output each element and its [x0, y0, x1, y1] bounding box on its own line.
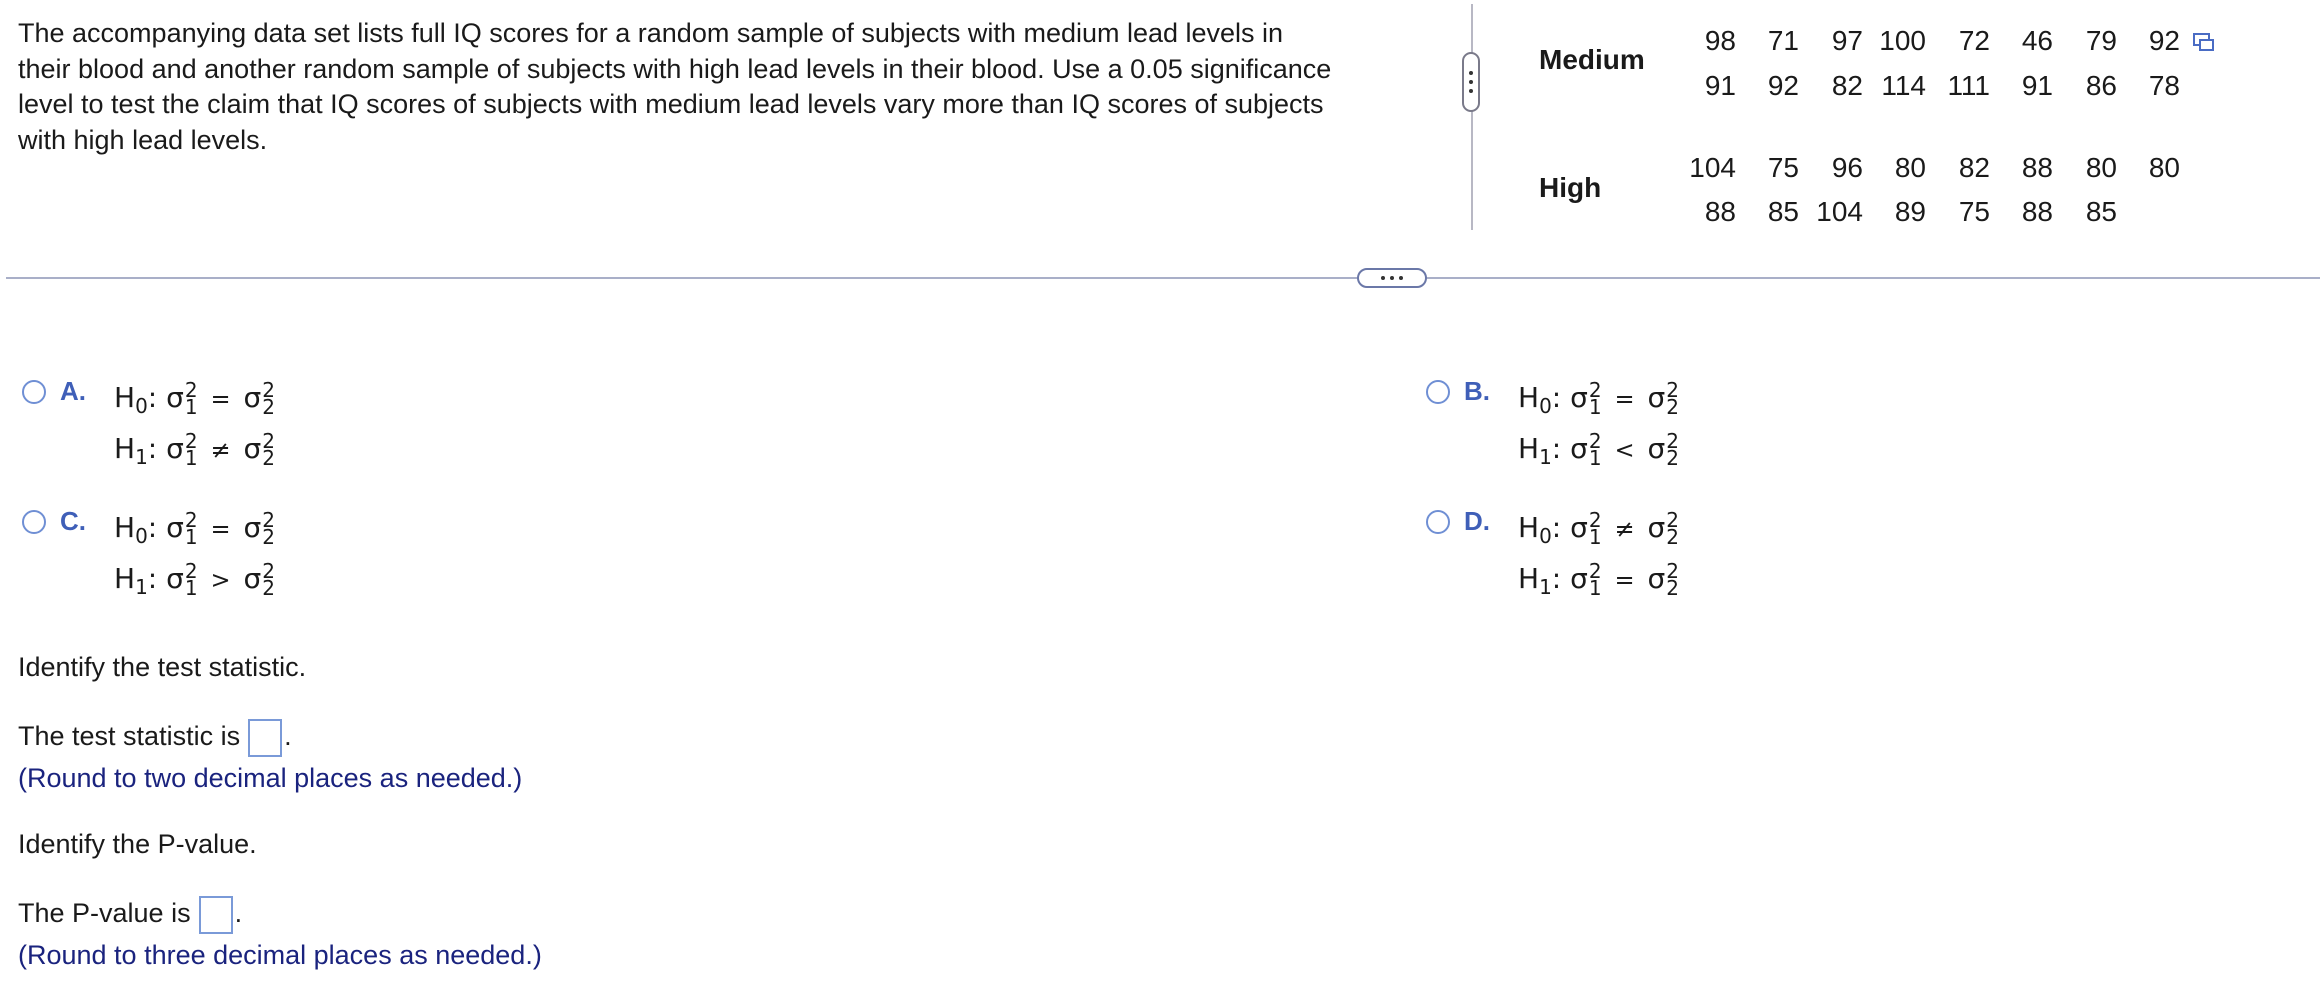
data-cell: 97	[1831, 25, 1863, 56]
exponent-subscript: 2 1	[1588, 559, 1602, 600]
sigma-symbol: σ	[243, 511, 262, 544]
handle-dot	[1381, 276, 1385, 280]
data-cell: 75	[1958, 196, 1990, 227]
data-cell: 78	[2148, 70, 2180, 101]
test-statistic-period: .	[284, 721, 292, 752]
data-cell: 92	[1767, 70, 1799, 101]
relation-symbol: =	[1614, 385, 1635, 413]
exponent-subscript: 2 2	[262, 378, 276, 419]
data-cell: 92	[2148, 25, 2180, 56]
sigma-symbol: σ	[166, 381, 184, 414]
h-subscript: 1	[1539, 445, 1552, 469]
sigma-symbol: σ	[166, 432, 184, 465]
sigma-symbol: σ	[1647, 562, 1666, 595]
h-symbol: H	[1518, 432, 1540, 465]
data-cell: 96	[1831, 152, 1863, 183]
data-cell: 71	[1767, 25, 1799, 56]
data-cell: 100	[1879, 25, 1926, 56]
data-cell: 104	[1816, 196, 1863, 227]
exponent-subscript: 2 2	[262, 508, 276, 549]
sigma-symbol: σ	[1570, 511, 1588, 544]
sigma-symbol: σ	[1570, 381, 1588, 414]
data-cell: 75	[1767, 152, 1799, 183]
relation-symbol: =	[210, 385, 231, 413]
option-b-radio[interactable]	[1426, 380, 1450, 404]
option-letter: B.	[1464, 376, 1490, 406]
p-value-prefix: The P-value is	[18, 898, 191, 929]
p-value-input[interactable]	[199, 896, 233, 934]
relation-symbol: ≠	[1614, 515, 1635, 543]
sigma-symbol: σ	[1647, 381, 1666, 414]
option-letter: D.	[1464, 506, 1490, 536]
sigma-symbol: σ	[166, 562, 184, 595]
handle-dot	[1469, 71, 1473, 75]
relation-symbol: <	[1614, 436, 1635, 464]
relation-symbol: =	[210, 515, 231, 543]
sigma-symbol: σ	[1647, 432, 1666, 465]
option-d[interactable]	[1426, 506, 1726, 606]
data-cell: 88	[2021, 152, 2053, 183]
data-cell: 91	[2021, 70, 2053, 101]
sigma-symbol: σ	[243, 432, 262, 465]
h-subscript: 1	[135, 445, 148, 469]
data-cell: 88	[1704, 196, 1736, 227]
test-statistic-line	[18, 719, 292, 757]
colon: :	[1551, 432, 1562, 465]
data-cell: 111	[1947, 70, 1990, 101]
handle-dot	[1399, 276, 1403, 280]
data-cell: 98	[1704, 25, 1736, 56]
h-symbol: H	[114, 432, 136, 465]
data-cell: 80	[1894, 152, 1926, 183]
colon: :	[147, 511, 158, 544]
copy-icon[interactable]	[2192, 30, 2216, 54]
colon: :	[147, 562, 158, 595]
alternative-hypothesis	[1518, 429, 1680, 470]
exponent-subscript: 2 1	[1588, 508, 1602, 549]
colon: :	[1551, 562, 1562, 595]
handle-dot	[1469, 89, 1473, 93]
test-statistic-prefix: The test statistic is	[18, 721, 241, 752]
exponent-subscript: 2 2	[1666, 429, 1680, 470]
h-subscript: 0	[135, 524, 148, 548]
data-cell: 82	[1831, 70, 1863, 101]
data-cell: 86	[2085, 70, 2117, 101]
option-a[interactable]	[22, 376, 322, 476]
data-cell: 79	[2085, 25, 2117, 56]
problem-statement	[18, 16, 1418, 158]
h-subscript: 1	[1539, 575, 1552, 599]
exponent-subscript: 2 1	[184, 429, 198, 470]
option-letter: A.	[60, 376, 86, 406]
exponent-subscript: 2 2	[262, 429, 276, 470]
p-value-hint: (Round to three decimal places as needed.)	[18, 940, 542, 970]
p-value-line	[18, 896, 242, 934]
h-symbol: H	[1518, 381, 1540, 414]
test-statistic-input[interactable]	[248, 719, 282, 757]
data-cell: 80	[2148, 152, 2180, 183]
vertical-divider	[1471, 4, 1473, 230]
data-cell: 89	[1894, 196, 1926, 227]
test-statistic-hint: (Round to two decimal places as needed.)	[18, 763, 523, 793]
exponent-subscript: 2 1	[184, 508, 198, 549]
h-symbol: H	[1518, 562, 1540, 595]
relation-symbol: =	[1614, 566, 1635, 594]
option-c[interactable]	[22, 506, 322, 606]
h-symbol: H	[1518, 511, 1540, 544]
sigma-symbol: σ	[1570, 432, 1588, 465]
row-label-medium: Medium	[1539, 44, 1645, 75]
relation-symbol: >	[210, 566, 231, 594]
problem-line-1: The accompanying data set lists full IQ scores for a random sample of subjects with medium lead levels in	[18, 18, 1284, 48]
exponent-subscript: 2 1	[184, 378, 198, 419]
exponent-subscript: 2 1	[184, 559, 198, 600]
data-cell: 80	[2085, 152, 2117, 183]
data-cell: 91	[1704, 70, 1736, 101]
data-cell: 85	[1767, 196, 1799, 227]
exponent-subscript: 2 2	[1666, 378, 1680, 419]
option-b[interactable]	[1426, 376, 1726, 476]
sigma-symbol: σ	[166, 511, 184, 544]
null-hypothesis	[114, 508, 276, 549]
problem-line-4: with high lead levels.	[18, 124, 268, 155]
vertical-resize-handle[interactable]	[1462, 52, 1480, 112]
data-cell: 46	[2021, 25, 2053, 56]
exponent-subscript: 2 2	[1666, 508, 1680, 549]
sigma-symbol: σ	[243, 381, 262, 414]
null-hypothesis	[1518, 378, 1680, 419]
identify-test-statistic-label: Identify the test statistic.	[18, 652, 307, 682]
alternative-hypothesis	[114, 559, 276, 600]
problem-line-2: their blood and another random sample of subjects with high lead levels in their blood. Use a 0.05 significance	[18, 53, 1332, 84]
handle-dot	[1469, 80, 1473, 84]
option-c-radio[interactable]	[22, 510, 46, 534]
h-symbol: H	[114, 381, 136, 414]
h-subscript: 0	[1539, 394, 1552, 418]
colon: :	[1551, 511, 1562, 544]
sigma-symbol: σ	[1570, 562, 1588, 595]
relation-symbol: ≠	[210, 436, 231, 464]
data-cell: 85	[2085, 196, 2117, 227]
exponent-subscript: 2 2	[1666, 559, 1680, 600]
colon: :	[1551, 381, 1562, 414]
sigma-symbol: σ	[1647, 511, 1666, 544]
data-cell: 72	[1958, 25, 1990, 56]
sigma-symbol: σ	[243, 562, 262, 595]
row-label-high: High	[1539, 172, 1602, 203]
option-a-radio[interactable]	[22, 380, 46, 404]
option-letter: C.	[60, 506, 86, 536]
data-cell: 104	[1689, 152, 1736, 183]
alternative-hypothesis	[1518, 559, 1680, 600]
option-d-radio[interactable]	[1426, 510, 1450, 534]
exponent-subscript: 2 2	[262, 559, 276, 600]
data-cell: 82	[1958, 152, 1990, 183]
colon: :	[147, 381, 158, 414]
alternative-hypothesis	[114, 429, 276, 470]
h-subscript: 0	[135, 394, 148, 418]
problem-line-3: level to test the claim that IQ scores of subjects with medium lead levels vary more than IQ scores of subjects	[18, 89, 1324, 119]
identify-p-value-label: Identify the P-value.	[18, 829, 257, 859]
null-hypothesis	[114, 378, 276, 419]
null-hypothesis	[1518, 508, 1680, 549]
h-symbol: H	[114, 511, 136, 544]
data-cell: 114	[1881, 70, 1926, 101]
horizontal-divider	[6, 277, 2320, 279]
exponent-subscript: 2 1	[1588, 429, 1602, 470]
p-value-period: .	[234, 898, 243, 929]
data-cell: 88	[2021, 196, 2053, 227]
h-symbol: H	[114, 562, 136, 595]
colon: :	[147, 432, 158, 465]
exponent-subscript: 2 1	[1588, 378, 1602, 419]
h-subscript: 0	[1539, 524, 1552, 548]
h-subscript: 1	[135, 575, 148, 599]
horizontal-resize-handle[interactable]	[1357, 268, 1427, 288]
handle-dot	[1390, 276, 1394, 280]
